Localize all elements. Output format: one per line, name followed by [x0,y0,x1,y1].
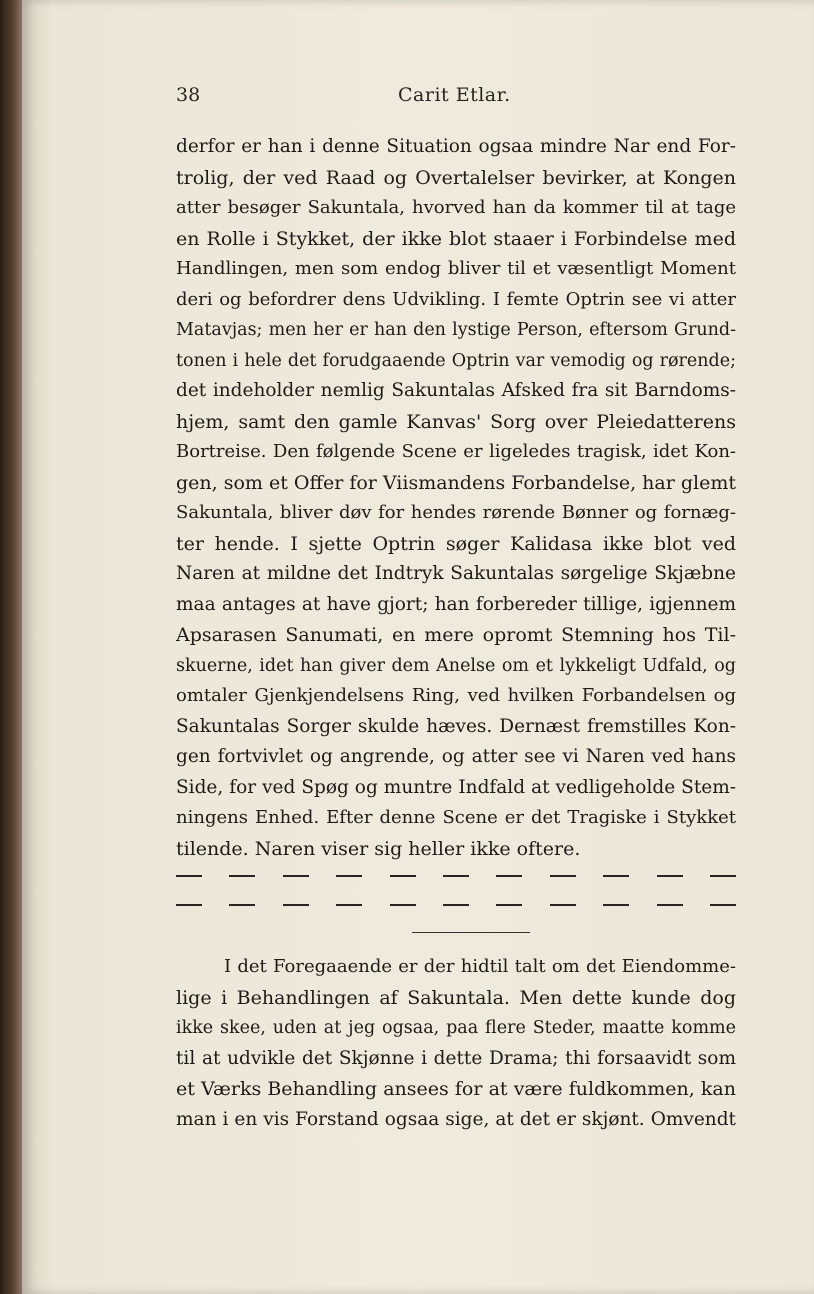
dash [550,875,576,877]
dash [336,875,362,877]
paragraph-1 [176,132,736,864]
dash [496,904,522,906]
section-divider [412,932,530,933]
dash [283,904,309,906]
text-line: Bortreise. Den følgende Scene er ligeledes tragisk, idet Kon- [176,441,736,462]
text-line: omtaler Gjenkjendelsens Ring, ved hvilken Forbandelsen og [176,685,736,706]
text-line: Sakuntalas Sorger skulde hæves. Dernæst fremstilles Kon- [176,715,736,737]
dash [657,904,683,906]
text-line: ter hende. I sjette Optrin søger Kalidasa ikke blot ved [176,532,736,555]
dash [176,904,202,906]
text-line: gen, som et Offer for Viismandens Forbandelse, har glemt [176,471,736,494]
text-line: trolig, der ved Raad og Overtalelser bevirker, at Kongen [176,166,736,189]
text-line: til at udvikle det Skjønne i dette Drama; thi forsaavidt som [176,1047,736,1069]
text-line: atter besøger Sakuntala, hvorved han da kommer til at tage [176,197,736,218]
book-spine [0,0,22,1294]
text-line: gen fortvivlet og angrende, og atter see vi Naren ved hans [176,746,736,767]
dash [657,875,683,877]
text-line: Handlingen, men som endog bliver til et væsentligt Moment [176,258,736,279]
dash-separator-2 [176,895,736,915]
page-number: 38 [176,84,201,106]
dash [390,904,416,906]
dash [229,904,255,906]
dash [390,875,416,877]
text-line: deri og befordrer dens Udvikling. I femte Optrin see vi atter [176,288,736,310]
text-line: ningens Enhed. Efter denne Scene er det Tragiske i Stykket [176,807,736,828]
dash [710,875,736,877]
dash [603,875,629,877]
text-line: skuerne, idet han giver dem Anelse om et lykkeligt Udfald, og [176,655,736,676]
paragraph-2 [176,952,736,1135]
text-line: det indeholder nemlig Sakuntalas Afsked fra sit Barndoms- [176,380,736,401]
dash [496,875,522,877]
text-line: tonen i hele det forudgaaende Optrin var vemodig og rørende; [176,350,736,371]
dash [283,875,309,877]
dash [710,904,736,906]
text-line: Naren at mildne det Indtryk Sakuntalas sørgelige Skjæbne [176,563,736,584]
text-line: ikke skee, uden at jeg ogsaa, paa flere Steder, maatte komme [176,1018,736,1038]
dash [603,904,629,906]
text-line: Side, for ved Spøg og muntre Indfald at vedligeholde Stem- [176,776,736,798]
dash [176,875,202,877]
text-line: lige i Behandlingen af Sakuntala. Men dette kunde dog [176,986,736,1009]
text-line: et Værks Behandling ansees for at være fuldkommen, kan [176,1078,736,1100]
text-line: man i en vis Forstand ogsaa sige, at det er skjønt. Omvendt [176,1108,736,1130]
dash [443,875,469,877]
dash [443,904,469,906]
text-line: hjem, samt den gamle Kanvas' Sorg over Pleiedatterens [176,410,736,433]
text-line: en Rolle i Stykket, der ikke blot staaer i Forbindelse med [176,227,736,250]
dash-separator-1 [176,866,736,886]
text-line: I det Foregaaende er der hidtil talt om det Eiendomme- [224,956,736,977]
page-header [176,84,736,114]
text-line: tilende. Naren viser sig heller ikke oftere. [176,837,581,860]
text-line: Apsarasen Sanumati, en mere opromt Stemning hos Til- [176,624,736,646]
dash [229,875,255,877]
dash [550,904,576,906]
text-line: derfor er han i denne Situation ogsaa mindre Nar end For- [176,136,736,157]
text-line: maa antages at have gjort; han forbereder tillige, igjennem [176,593,736,615]
running-head: Carit Etlar. [398,84,511,106]
text-line: Matavjas; men her er han den lystige Person, eftersom Grund- [176,320,736,340]
dash [336,904,362,906]
text-line: Sakuntala, bliver døv for hendes rørende Bønner og fornæg- [176,502,736,523]
